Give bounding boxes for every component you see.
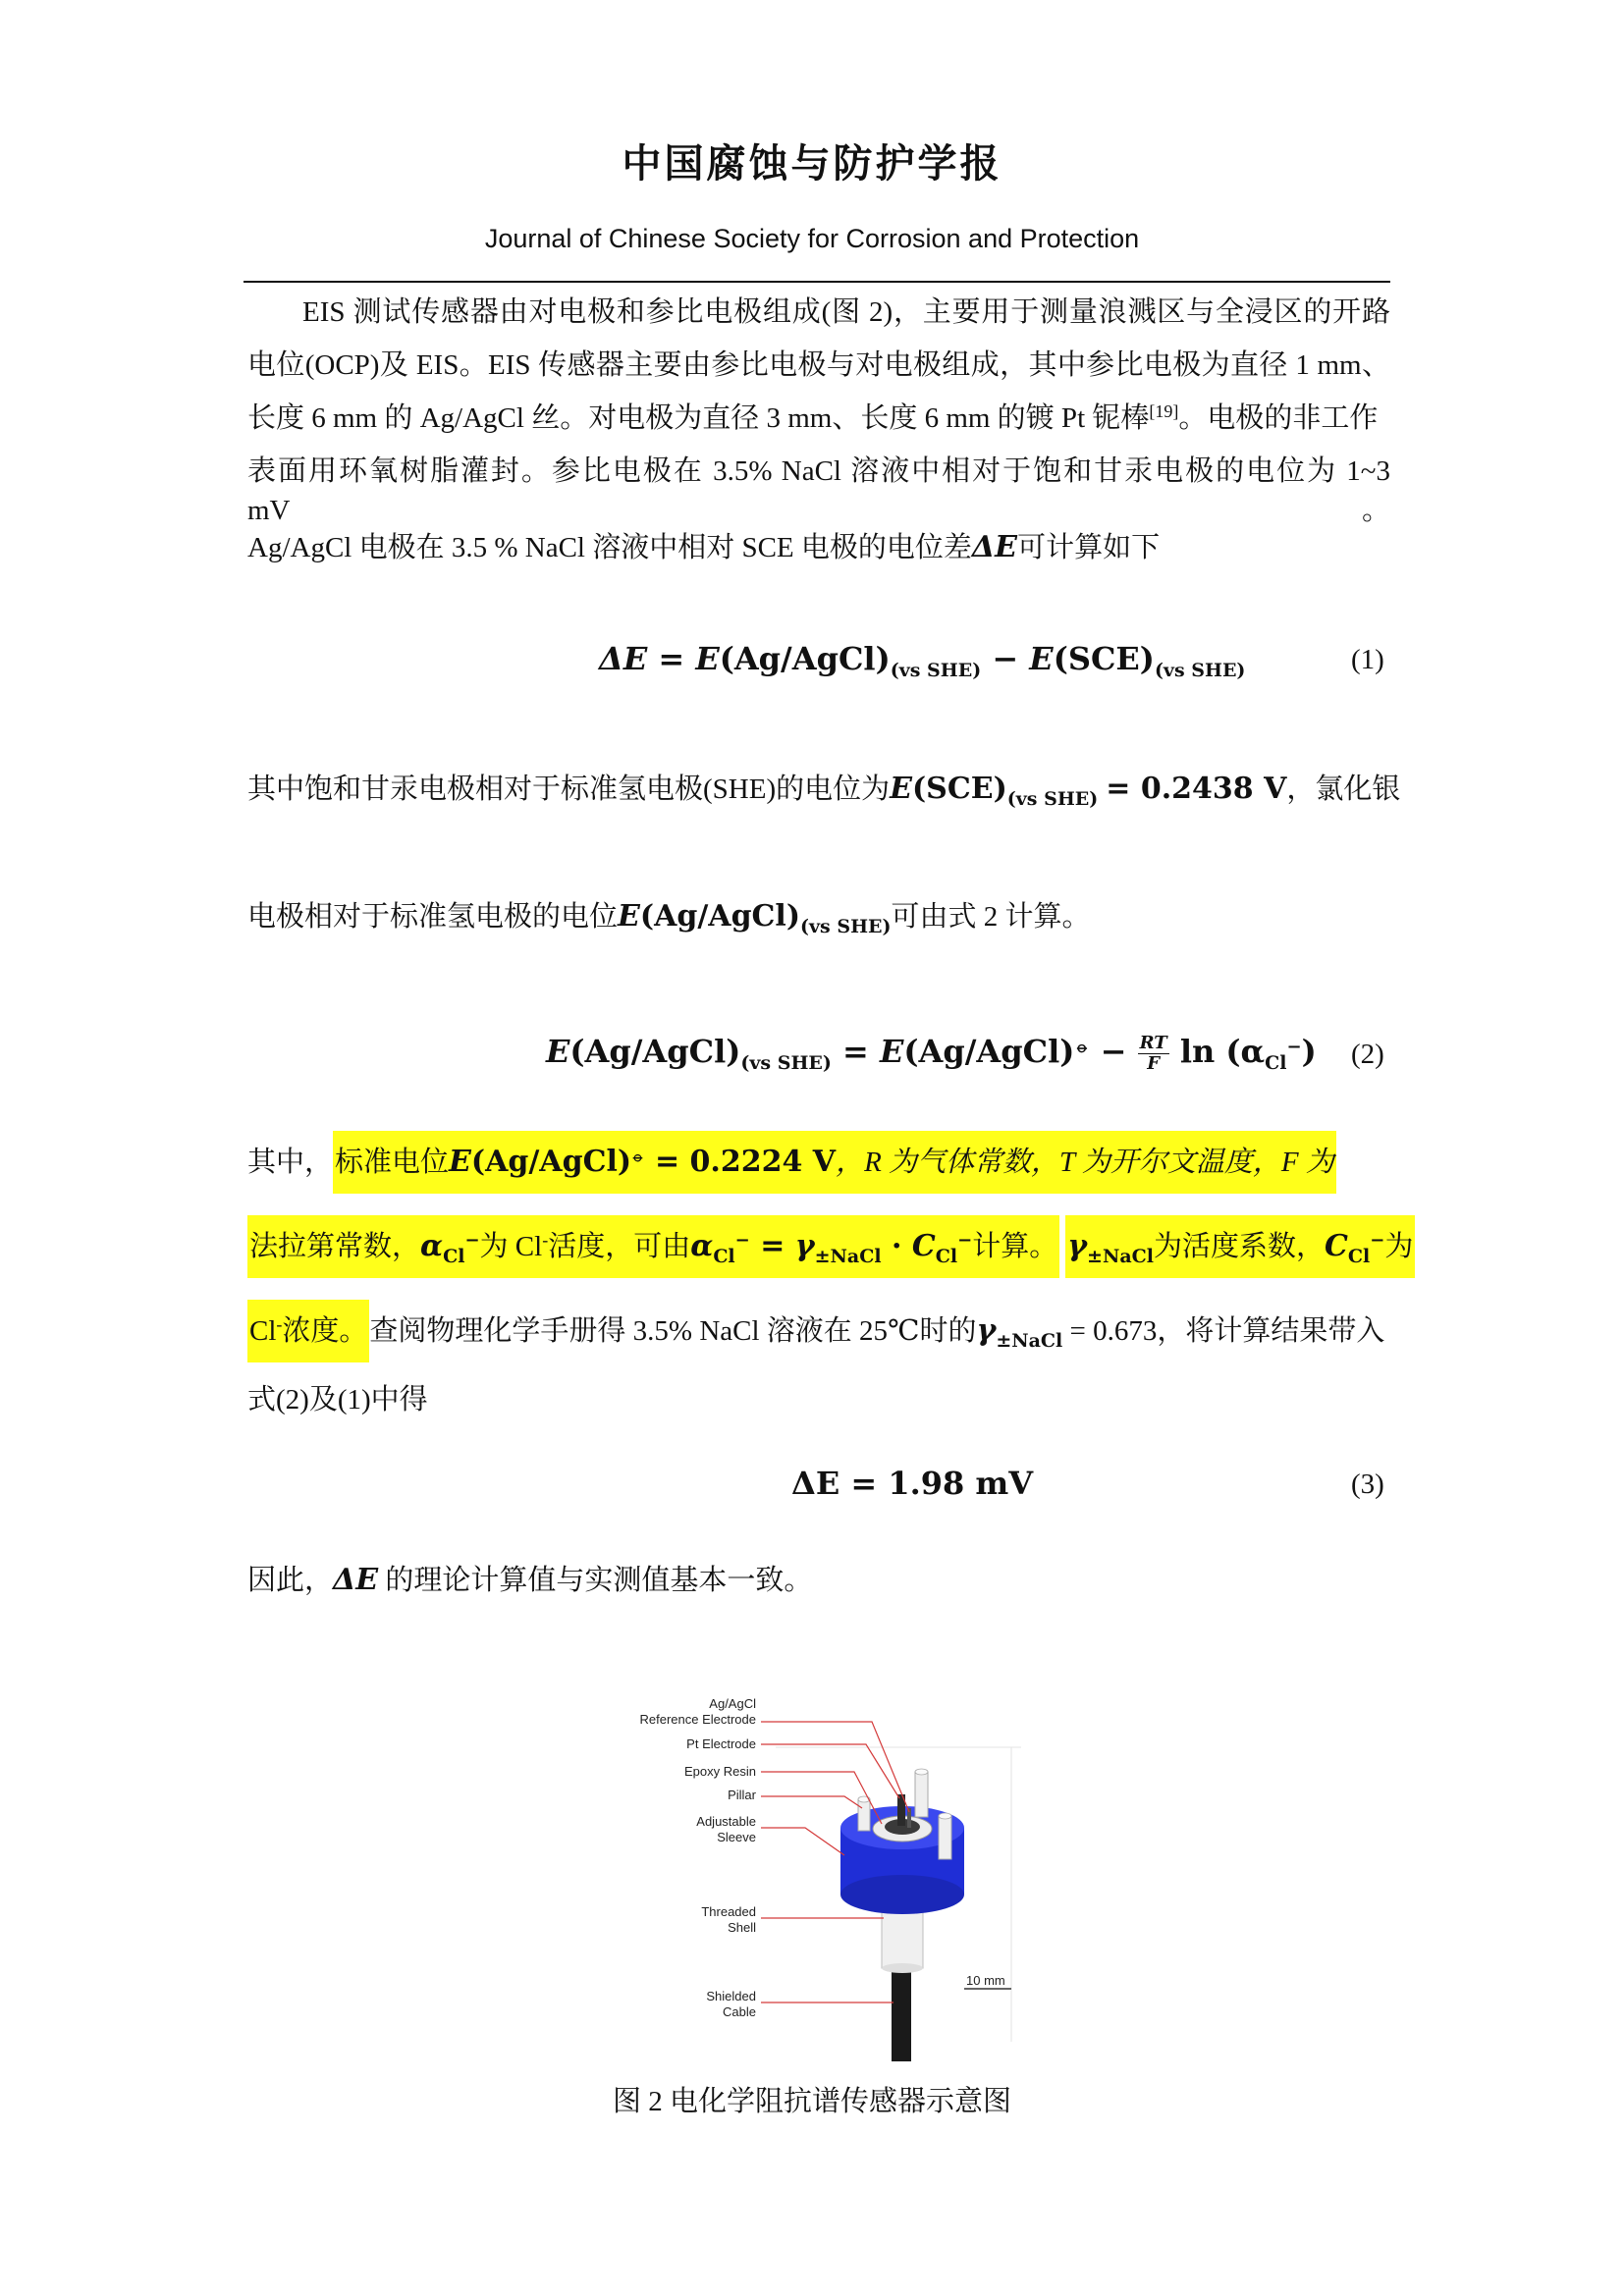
paragraph-6: [247, 1227, 1414, 1267]
text-span: Ag/AgCl 电极在 3.5 % NaCl 溶液中相对 SCE 电极的电位差: [247, 532, 972, 563]
label-sh-2: Cable: [723, 2004, 756, 2019]
fraction-rt-f: [1138, 1034, 1169, 1074]
eq-term: ): [1301, 1033, 1317, 1070]
text-span: 其中，: [247, 1147, 334, 1178]
label-pillar: Pillar: [728, 1788, 756, 1802]
text-span: Cl: [249, 1315, 277, 1347]
adjustable-sleeve-bottom: [840, 1875, 964, 1914]
math-subscript: (vs SHE): [1006, 788, 1099, 810]
math-superscript: −: [1370, 1230, 1385, 1251]
math-subscript: Cl: [935, 1246, 958, 1267]
text-span: 法拉第常数，: [249, 1231, 421, 1262]
paragraph-5: [247, 1143, 1390, 1182]
paragraph-1-line-4: [247, 452, 1390, 530]
text-span: 为 Cl: [479, 1231, 543, 1262]
text-span: 计算。: [972, 1231, 1058, 1262]
math-superscript: ⦵: [631, 1147, 645, 1165]
eq-term: −: [1100, 1033, 1127, 1070]
math-symbol: E: [890, 772, 912, 806]
paragraph-2: [247, 528, 1390, 567]
math-symbol: α: [690, 1229, 714, 1263]
superscript: -: [542, 1230, 549, 1250]
paragraph-1-line-2: [247, 346, 1390, 385]
leader-sleeve: [761, 1828, 844, 1855]
text-span: 可计算如下: [1017, 532, 1161, 563]
math-value: = 0.2224 V: [644, 1145, 837, 1179]
math-subscript: ±NaCl: [814, 1246, 882, 1267]
eq-term: (Ag/AgCl): [569, 1033, 741, 1070]
text-span: 其中饱和甘汞电极相对于标准氢电极(SHE)的电位为: [247, 774, 891, 805]
eq-superscript: ⦵: [1074, 1037, 1090, 1057]
fraction-numerator: RT: [1139, 1033, 1167, 1053]
math-subscript: (vs SHE): [800, 916, 892, 937]
label-thr-2: Shell: [728, 1920, 756, 1935]
eq-subscript: (vs SHE): [740, 1052, 832, 1074]
text-span: = 0.673，将计算结果带入: [1062, 1315, 1385, 1347]
paragraph-1-line-1: [247, 293, 1390, 332]
eq-term: ΔE: [599, 640, 648, 677]
text-span: 为活度系数，: [1154, 1231, 1326, 1262]
label-pt: Pt Electrode: [686, 1736, 756, 1751]
math-symbol: (Ag/AgCl): [639, 899, 801, 934]
eq-term: E: [546, 1033, 570, 1070]
math-superscript: −: [464, 1230, 480, 1251]
equation-2: [546, 1033, 1317, 1074]
math-subscript: Cl: [713, 1246, 735, 1267]
pillar-right: [939, 1816, 951, 1859]
eq-subscript: (vs SHE): [890, 660, 982, 681]
eq-term: (Ag/AgCl): [719, 640, 891, 677]
journal-title: 中国腐蚀与防护学报: [622, 141, 1002, 187]
eq-term: ln: [1179, 1033, 1216, 1070]
equation-1-number: (1): [1351, 644, 1384, 675]
text-span: EIS 测试传感器由对电极和参比电极组成(图 2)，主要用于测量浪溅区与全浸区的开路: [302, 296, 1390, 328]
text-span: 电位(OCP)及 EIS。EIS 传感器主要由参比电极与对电极组成，其中参比电极为直径 1 mm、: [247, 349, 1390, 381]
eq-term: =: [842, 1033, 869, 1070]
eq-term: (SCE): [1053, 640, 1155, 677]
eq-term: E: [1029, 640, 1054, 677]
header-rule: [244, 281, 1390, 283]
text-span: 为: [1384, 1231, 1414, 1262]
eq-subscript: Cl: [1265, 1052, 1287, 1074]
citation[interactable]: [19]: [1149, 401, 1179, 421]
eq-subscript: (vs SHE): [1154, 660, 1246, 681]
math-superscript: −: [957, 1230, 973, 1251]
threaded-shell-bottom: [882, 1963, 923, 1973]
text-span: 。电极的非工作: [1178, 402, 1379, 434]
eq-term: =: [658, 640, 685, 677]
math-symbol: γ: [794, 1229, 815, 1263]
text-span: 可由式 2 计算。: [891, 901, 1091, 933]
math-symbol: γ: [976, 1313, 997, 1348]
math-subscript: Cl: [1347, 1246, 1371, 1267]
math-symbol: α: [420, 1229, 444, 1263]
equation-3-number: (3): [1351, 1468, 1384, 1500]
text-span: ，氯化银: [1286, 774, 1401, 805]
label-ref-1: Ag/AgCl: [709, 1696, 756, 1711]
paragraph-7: [247, 1311, 1390, 1351]
label-adj-2: Sleeve: [717, 1830, 756, 1844]
eq-term: ΔE = 1.98 mV: [791, 1465, 1034, 1502]
text-span: 查阅物理化学手册得 3.5% NaCl 溶液在 25℃时的: [369, 1315, 977, 1347]
paragraph-3: [247, 770, 1401, 810]
journal-subtitle: Journal of Chinese Society for Corrosion and Protection: [484, 224, 1140, 253]
highlight-standard-potential: [333, 1131, 1336, 1194]
highlight-concentration: [247, 1300, 369, 1362]
eq-term: (Ag/AgCl): [903, 1033, 1075, 1070]
math-symbol: γ: [1067, 1229, 1088, 1263]
math-symbol: (SCE): [911, 772, 1007, 806]
leader-ref: [761, 1722, 909, 1812]
math-subscript: ±NaCl: [1087, 1246, 1154, 1267]
text-span: 长度 6 mm 的 Ag/AgCl 丝。对电极为直径 3 mm、长度 6 mm 的镀 Pt 铌棒: [247, 402, 1150, 434]
text-span: 浓度。: [282, 1315, 368, 1347]
math-superscript: −: [734, 1230, 750, 1251]
label-adj-1: Adjustable: [696, 1814, 756, 1829]
math-value: = 0.2438 V: [1106, 772, 1287, 806]
text-span: 的理论计算值与实测值基本一致。: [378, 1565, 813, 1596]
math-symbol: (Ag/AgCl): [470, 1145, 632, 1179]
eis-sensor-figure: [609, 1688, 1021, 2061]
pillar-back-top: [915, 1769, 928, 1775]
math-symbol: C: [911, 1229, 936, 1263]
text-span: 活度，可由: [548, 1231, 691, 1262]
delta-e-symbol: ΔE: [333, 1563, 379, 1597]
superscript: -: [276, 1314, 283, 1334]
eq-superscript: −: [1286, 1037, 1302, 1057]
delta-e-symbol: ΔE: [971, 530, 1018, 564]
paragraph-8: [247, 1380, 1390, 1419]
text-span: 标准电位: [335, 1147, 450, 1178]
highlight-activity: [1065, 1215, 1415, 1278]
math-symbol: =: [749, 1229, 795, 1263]
fraction-denominator: F: [1147, 1053, 1161, 1074]
highlight-faraday: [247, 1215, 1059, 1278]
eq-term: E: [695, 640, 720, 677]
text-span: 电极相对于标准氢电极的电位: [247, 901, 619, 933]
eq-term: −: [992, 640, 1019, 677]
text-span: 表面用环氧树脂灌封。参比电极在 3.5% NaCl 溶液中相对于饱和甘汞电极的电位为 1~3 mV。: [247, 455, 1390, 526]
leader-pillar: [761, 1796, 862, 1808]
paragraph-1-line-3: [247, 399, 1390, 438]
math-symbol: E: [618, 899, 640, 934]
paragraph-9: [247, 1561, 1390, 1600]
paragraph-4: [247, 897, 1390, 936]
scale-label: 10 mm: [966, 1973, 1005, 1988]
equation-1: [599, 640, 1246, 681]
label-thr-1: Threaded: [701, 1904, 756, 1919]
math-symbol: ·: [881, 1229, 912, 1263]
math-subscript: ±NaCl: [996, 1330, 1063, 1352]
eq-term: E: [879, 1033, 904, 1070]
math-symbol: E: [449, 1145, 471, 1179]
equation-3: [791, 1465, 1033, 1502]
label-epoxy: Epoxy Resin: [684, 1764, 756, 1779]
equation-2-number: (2): [1351, 1039, 1384, 1070]
label-ref-2: Reference Electrode: [639, 1712, 756, 1727]
text-span: ，R 为气体常数，T 为开尔文温度，F 为: [836, 1147, 1334, 1178]
pillar-right-top: [939, 1813, 951, 1819]
math-symbol: C: [1325, 1229, 1348, 1263]
label-sh-1: Shielded: [706, 1989, 756, 2003]
pillar-left: [858, 1799, 870, 1831]
shielded-cable-shape: [892, 1963, 911, 2061]
pillar-back: [915, 1772, 928, 1817]
eq-term: (α: [1225, 1033, 1266, 1070]
math-subscript: Cl: [443, 1246, 465, 1267]
text-span: 因此，: [247, 1565, 334, 1596]
text-span: 式(2)及(1)中得: [247, 1384, 428, 1415]
figure-caption: 图 2 电化学阻抗谱传感器示意图: [612, 2086, 1011, 2117]
